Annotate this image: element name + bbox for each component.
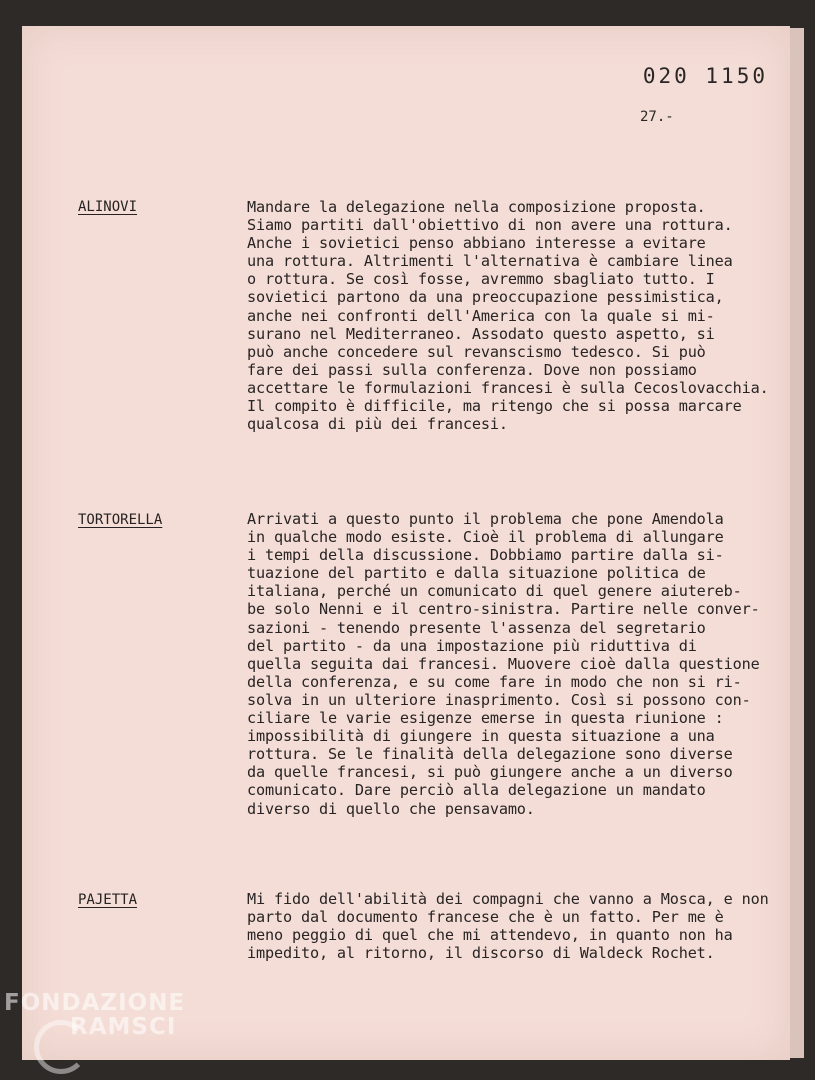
watermark-line1: FONDAZIONE [4, 990, 186, 1016]
speech-tortorella: Arrivati a questo punto il problema che pone Amendola in qualche modo esiste. Cioè il problema di allungare i tempi della discussione. Dobbiamo partire dalla si- tuazione del partito e dalla situazione politica de italiana, perché un comunicato di quel genere aiutereb- be solo Nenni e il centro-sinistra. Partire nelle conver- sazioni - tenendo presente l'assenza del segretario del partito - da una impostazione più riduttiva di quella seguita dai francesi. Muovere cioè dalla questione della conferenza, e su come fare in modo che non si ri- solva in un ulteriore inasprimento. Così si possono con- ciliare le varie esigenze emerse in questa riunione : impossibilità di giungere in questa situazione a una rottura. Se le finalità della delegazione sono diverse da quelle francesi, si può giungere anche a un diverso comunicato. Dare perciò alla delegazione un mandato diverso di quello che pensavamo. [247, 510, 760, 818]
speaker-alinovi: ALINOVI [78, 199, 138, 215]
speech-pajetta: Mi fido dell'abilità dei compagni che vanno a Mosca, e non parto dal documento francese che è un fatto. Per me è meno peggio di quel che mi attendevo, in quanto non ha impedito, al ritorno, il discorso di Waldeck Rochet. [247, 890, 769, 963]
page-edge-shadow [790, 28, 804, 1058]
watermark-g-logo-icon [34, 1020, 88, 1074]
watermark-line2: RAMSCI [70, 1014, 177, 1040]
fondazione-gramsci-watermark [4, 990, 185, 1040]
archive-code: 020 1150 [642, 64, 768, 88]
speaker-tortorella: TORTORELLA [78, 512, 163, 528]
speaker-pajetta: PAJETTA [78, 892, 138, 908]
speech-alinovi: Mandare la delegazione nella composizione proposta. Siamo partiti dall'obiettivo di non avere una rottura. Anche i sovietici penso abbiano interesse a evitare una rottura. Altrimenti l'alternativa è cambiare linea o rottura. Se così fosse, avremmo sbagliato tutto. I sovietici partono da una preoccupazione pessimistica, anche nei confronti dell'America con la quale si mi- surano nel Mediterraneo. Assodato questo aspetto, si può anche concedere sul revanscismo tedesco. Si può fare dei passi sulla conferenza. Dove non possiamo accettare le formulazioni francesi è sulla Cecoslovacchia. Il compito è difficile, ma ritengo che si possa marcare qualcosa di più dei francesi. [247, 198, 769, 434]
page-number: 27.- [640, 109, 674, 125]
document-page [22, 26, 790, 1060]
